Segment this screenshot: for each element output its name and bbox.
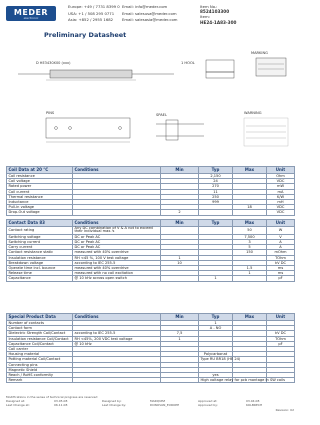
table-cell: Number of contacts [7, 321, 73, 326]
table-cell: kV DC [267, 260, 295, 265]
drawing-label-right: MARKING [251, 51, 268, 55]
table-cell: 18 [233, 205, 267, 210]
table-header-row [7, 314, 295, 321]
table-cell: Switching voltage [7, 234, 73, 239]
warning-label: WARNING [244, 111, 262, 115]
footer-row: Last Change at: 06.11.08 Last Change by: DONOVAN_EUROPE Approved by: KOLBRECH [6, 403, 263, 408]
special-product-table [6, 313, 295, 383]
table-cell: VDC [267, 205, 295, 210]
table-cell: Coil resistance [7, 174, 73, 179]
drawing-label-left: D HE3430X00 (xxx) [36, 61, 71, 65]
column-header: Contact Data 83 [7, 220, 73, 227]
table-cell: Contact rating [7, 227, 73, 235]
table-cell: Release time [7, 271, 73, 276]
table-cell: 3 [233, 240, 267, 245]
table-cell: mH [267, 200, 295, 205]
footer-revision: Revision: 02 [275, 407, 294, 412]
table-cell: 50 [233, 227, 267, 235]
table-cell: Drop-Out voltage [7, 210, 73, 215]
table-cell: VDC [267, 179, 295, 184]
table-cell: TOhm [267, 336, 295, 341]
item-label: Item: [200, 14, 210, 20]
table-cell: measured with 40% overdrive [73, 266, 161, 271]
column-header: Conditions [73, 167, 161, 174]
table-cell: Switching current [7, 240, 73, 245]
table-cell: Coil carrier [7, 347, 73, 352]
table-cell [73, 210, 161, 215]
column-header: Max [233, 314, 267, 321]
pins-label: PINS [46, 111, 55, 115]
column-header: Typ [199, 220, 233, 227]
table-cell: Remark [7, 378, 73, 383]
table-cell: 11 [199, 189, 233, 194]
table-cell: mOhm [267, 250, 295, 255]
table-cell: 250 [199, 194, 233, 199]
table-cell: RH <45 %, 100 V test voltage [73, 255, 161, 260]
table-cell: A [267, 240, 295, 245]
table-cell: pF [267, 276, 295, 281]
item-info [200, 4, 236, 25]
table-cell: 1 [199, 276, 233, 281]
footer-row: Designed at: 03.05.08 Designed by: MARQUEZ Approved at: 03.04.08 [6, 399, 260, 404]
table-cell: RH <45%, 200 VDC test voltage [73, 336, 161, 341]
table-cell: V [267, 234, 295, 239]
table-cell: Ohm [267, 174, 295, 179]
table-cell: 7,500 [233, 234, 267, 239]
table-cell: Coil voltage [7, 179, 73, 184]
table-cell: DC or Peak AC [73, 234, 161, 239]
column-header: Max [233, 220, 267, 227]
table-cell: 2 [161, 210, 199, 215]
table-cell: Operate time incl. bounce [7, 266, 73, 271]
table-cell: Potting material Coil/Contact [7, 357, 73, 362]
table-cell: K/W [267, 194, 295, 199]
table-cell: yes [199, 373, 233, 378]
technical-drawing [6, 40, 295, 164]
table-cell: Rated power [7, 184, 73, 189]
table-cell: 1 [199, 321, 233, 326]
table-cell: @ 10 kHz [73, 341, 161, 346]
drawing-label-mid: 1 HOOL [181, 61, 195, 65]
table-row [7, 276, 295, 281]
meder-logo: MEDER electronic [6, 6, 56, 21]
table-cell [199, 210, 233, 215]
table-cell: 1.5 [233, 266, 267, 271]
table-cell: measured with 40% overdrive [73, 250, 161, 255]
column-header: Unit [267, 167, 295, 174]
table-row [7, 210, 295, 215]
table-row [7, 227, 295, 235]
table-cell: Capacitance [7, 276, 73, 281]
table-cell [73, 378, 161, 383]
column-header: Min [161, 314, 199, 321]
table-cell: Type RU BR18 (HE 24) [200, 357, 241, 362]
table-cell: pF [267, 341, 295, 346]
table-cell: kV DC [267, 331, 295, 336]
table-cell: ms [267, 266, 295, 271]
column-header: Conditions [73, 314, 161, 321]
column-header: Min [161, 220, 199, 227]
table-cell [161, 378, 199, 383]
table-cell: Connecting pins [7, 362, 73, 367]
table-cell: mW [267, 184, 295, 189]
table-cell: A [267, 245, 295, 250]
table-cell [233, 276, 267, 281]
column-header: Typ [199, 314, 233, 321]
table-cell [199, 227, 233, 235]
table-cell [233, 210, 267, 215]
column-header: Max [233, 167, 267, 174]
table-cell: Contact form [7, 326, 73, 331]
column-header: Typ [199, 167, 233, 174]
table-cell: High voltage relay for pcb montage in SW coils [200, 378, 285, 383]
table-cell: 150 [233, 250, 267, 255]
table-cell: Magnetic Shield [7, 367, 73, 372]
table-cell: @ 10 kHz across open switch [73, 276, 161, 281]
page-title: Preliminary Datasheet [44, 31, 127, 39]
table-cell: 1 [161, 336, 199, 341]
footer-row: Modifications in the sense of technical progress are reserved [6, 395, 98, 399]
item-no: 8524103300 [200, 9, 230, 15]
column-header: Conditions [73, 220, 161, 227]
table-row [7, 378, 295, 383]
table-cell: according to IEC 255-5 [73, 331, 161, 336]
footer [6, 395, 294, 412]
table-cell: A - NO [199, 326, 233, 331]
table-cell [161, 276, 199, 281]
table-cell: Breakdown voltage [7, 260, 73, 265]
table-cell: ms [267, 271, 295, 276]
table-cell: according to IEC 255-5 [73, 260, 161, 265]
table-cell: TOhm [267, 255, 295, 260]
table-cell: Dielectric Strength Coil/Contact [7, 331, 73, 336]
table-cell: 5 [233, 245, 267, 250]
column-header: Special Product Data [7, 314, 73, 321]
table-cell: Pull-in voltage [7, 205, 73, 210]
table-cell: 1 [233, 271, 267, 276]
table-cell: Carry current [7, 245, 73, 250]
column-header: Unit [267, 314, 295, 321]
column-header: Min [161, 167, 199, 174]
table-cell: measured with no coil excitation [73, 271, 161, 276]
coil-data-table [6, 166, 295, 216]
table-cell: mA [267, 189, 295, 194]
schematic-label: SPAEL [156, 113, 167, 117]
column-header: Unit [267, 220, 295, 227]
table-cell: Contact resistance static [7, 250, 73, 255]
table-cell: Reach / RoHS conformity [7, 373, 73, 378]
table-cell: Insulation resistance [7, 255, 73, 260]
table-cell: Housing material [7, 352, 73, 357]
table-cell: DC or Peak AC [73, 245, 161, 250]
table-cell: Any DC combination of V & A not to exceed their individual max.'s [73, 227, 161, 235]
table-cell: Insulation resistance Coil/Contact [7, 336, 73, 341]
item-name: HE24-1A83-300 [200, 19, 237, 25]
table-cell: DC or Peak AC [73, 240, 161, 245]
table-cell: 999 [199, 200, 233, 205]
table-cell: Thermal resistance [7, 194, 73, 199]
table-cell: Coil current [7, 189, 73, 194]
table-cell: 2,150 [199, 174, 233, 179]
table-cell: 1 [161, 255, 199, 260]
table-cell: 7,5 [161, 331, 199, 336]
table-cell: Polycarbonat [199, 352, 233, 357]
contact-data-table [6, 219, 295, 282]
table-cell [161, 227, 199, 235]
table-cell: Inductance [7, 200, 73, 205]
table-cell: 10 [161, 260, 199, 265]
table-header-row [7, 167, 295, 174]
table-cell: W [267, 227, 295, 235]
table-cell: Capacitance Coil/Contact [7, 341, 73, 346]
table-cell: VDC [267, 210, 295, 215]
column-header: Coil Data at 20 °C [7, 167, 73, 174]
contact-info: Europe: +49 / 7731 8399 0 Email: info@meder.com USA: +1 / 508 295 0771 Email: salesusa@meder.com Asia: +852 / 2955 1682 Email: salesasia@meder.com [68, 4, 178, 23]
table-cell: 270 [199, 184, 233, 189]
table-cell: 24 [199, 179, 233, 184]
item-no-label: Item No.: [200, 4, 218, 9]
